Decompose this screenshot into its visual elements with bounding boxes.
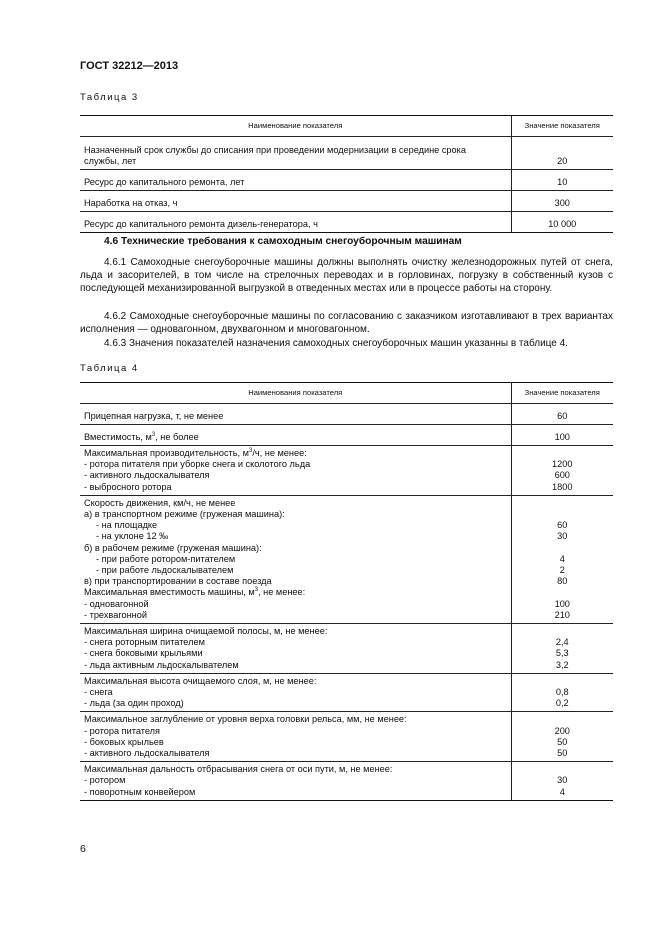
table-row — [80, 446, 613, 496]
row-label: Наработка на отказ, ч — [84, 197, 178, 208]
row-sublabel: - ротора питателя при уборке снега и сколотого льда — [84, 459, 311, 470]
row-label: Прицепная нагрузка, т, не менее — [84, 410, 224, 421]
row-sublabel: а) в транспортном режиме (груженая машина): — [84, 509, 285, 520]
table-row — [80, 712, 613, 762]
row-sublabel: - снега — [84, 687, 113, 698]
row-sublabel: - на уклоне 12 ‰ — [96, 531, 169, 542]
row-value: 10 000 — [548, 218, 577, 229]
column-header-name: Наименование показателя — [80, 116, 511, 137]
row-sublabel: - одновагонной — [84, 598, 149, 609]
column-header-value: Значение показателя — [511, 383, 613, 404]
row-label: Максимальная ширина очищаемой полосы, м, не менее: — [84, 626, 328, 637]
table-row — [80, 624, 613, 674]
row-value: 80 — [557, 576, 568, 587]
row-value: 2,4 — [555, 637, 569, 648]
row-label: Ресурс до капитального ремонта дизель-генератора, ч — [84, 218, 318, 229]
row-sublabel: - на площадке — [96, 520, 158, 531]
table-4 — [80, 382, 613, 801]
row-label: Назначенный срок службы до списания при проведении модернизации в середине срока — [84, 144, 466, 155]
table-row — [80, 191, 613, 212]
table-row — [80, 495, 613, 623]
row-sublabel: - поворотным конвейером — [84, 786, 196, 797]
document-id: ГОСТ 32212—2013 — [80, 60, 179, 72]
row-label: Максимальная производительность, $м^3/ч$, не менее: — [84, 447, 307, 458]
table-row — [80, 170, 613, 191]
section-title: 4.6 Технические требования к самоходным снегоуборочным машинам — [104, 236, 462, 247]
row-label: Максимальная высота очищаемого слоя, м, не менее: — [84, 675, 317, 686]
table-row — [80, 212, 613, 233]
row-value: 0,2 — [555, 698, 569, 709]
row-value: 10 — [557, 176, 568, 187]
row-sublabel: - снега боковыми крыльями — [84, 648, 203, 659]
row-sublabel: в) при транспортировании в составе поезда — [84, 576, 272, 587]
table-4-caption: Таблица 4 — [80, 363, 139, 374]
row-value: 2 — [559, 565, 565, 576]
row-sublabel: - выбросного ротора — [84, 481, 172, 492]
row-label: Скорость движения, км/ч, не менее — [84, 497, 236, 508]
row-value: 60 — [557, 520, 568, 531]
table-row — [80, 762, 613, 801]
row-sublabel: - при работе льдоскалывателем — [96, 565, 234, 576]
paragraph-4-6-2: 4.6.2 Самоходные снегоуборочные машины по согласованию с заказчиком изготавливают в трех вариантах исполнения — одновагонном, двухвагонном и многовагонном. — [80, 311, 613, 335]
row-value: 60 — [557, 410, 568, 421]
row-label: Вместимость, $м^3$, не более — [84, 431, 199, 442]
table-row — [80, 137, 613, 170]
row-label: Максимальная дальность отбрасывания снега от оси пути, м, не менее: — [84, 764, 393, 775]
row-value: 600 — [554, 470, 570, 481]
column-header-value: Значение показателя — [511, 116, 613, 137]
row-value: 30 — [557, 531, 568, 542]
row-label: службы, лет — [84, 155, 137, 166]
row-sublabel: - ротором — [84, 775, 126, 786]
paragraph-4-6-1: 4.6.1 Самоходные снегоуборочные машины должны выполнять очистку железнодорожных путей от снега, льда и засорителей, в том числе на стрелочных переводах и в горловинах, погрузку в собственный кузов с последующей механизированной выгрузкой в отведенных местах или в процессе работы на сторону. — [80, 257, 613, 294]
column-header-name: Наименования показателя — [80, 383, 511, 404]
table-header-row — [80, 116, 613, 137]
row-sublabel: б) в рабочем режиме (груженая машина): — [84, 542, 262, 553]
row-value: 30 — [557, 775, 568, 786]
table-3-caption: Таблица 3 — [80, 92, 139, 103]
row-value: 100 — [554, 598, 570, 609]
row-sublabel: - при работе ротором-питателем — [96, 553, 236, 564]
row-value: 210 — [554, 609, 570, 620]
row-value: 3,2 — [555, 659, 569, 670]
row-value: 300 — [554, 197, 570, 208]
row-sublabel: - активного льдоскалывателя — [84, 748, 210, 759]
row-value: 20 — [557, 155, 568, 166]
row-value: 4 — [559, 786, 565, 797]
row-sublabel: - снега роторным питателем — [84, 637, 205, 648]
row-sublabel: - трехвагонной — [84, 609, 147, 620]
row-label: Максимальная вместимость машины, $м^3$, не менее: — [84, 587, 306, 598]
page-number: 6 — [80, 843, 86, 855]
row-label: Ресурс до капитального ремонта, лет — [84, 176, 245, 187]
row-sublabel: - активного льдоскалывателя — [84, 470, 210, 481]
row-value: 100 — [554, 431, 570, 442]
row-value: 5,3 — [555, 648, 569, 659]
row-value: 50 — [557, 748, 568, 759]
table-row — [80, 404, 613, 425]
row-value: 1200 — [552, 459, 573, 470]
table-header-row — [80, 383, 613, 404]
paragraph-4-6-3: 4.6.3 Значения показателей назначения самоходных снегоуборочных машин указанны в таблице 4. — [104, 338, 568, 349]
row-sublabel: - боковых крыльев — [84, 736, 164, 747]
table-row — [80, 673, 613, 712]
row-label: Максимальное заглубление от уровня верха головки рельса, мм, не менее: — [84, 714, 407, 725]
row-sublabel: - ротора питателя — [84, 725, 160, 736]
row-sublabel: - льда (за один проход) — [84, 698, 184, 709]
row-value: 1800 — [552, 481, 573, 492]
row-value: 0,8 — [555, 687, 569, 698]
row-value: 4 — [559, 553, 565, 564]
table-row — [80, 425, 613, 446]
row-sublabel: - льда активным льдоскалывателем — [84, 659, 239, 670]
table-3 — [80, 115, 613, 233]
row-value: 50 — [557, 736, 568, 747]
row-value: 200 — [554, 725, 570, 736]
